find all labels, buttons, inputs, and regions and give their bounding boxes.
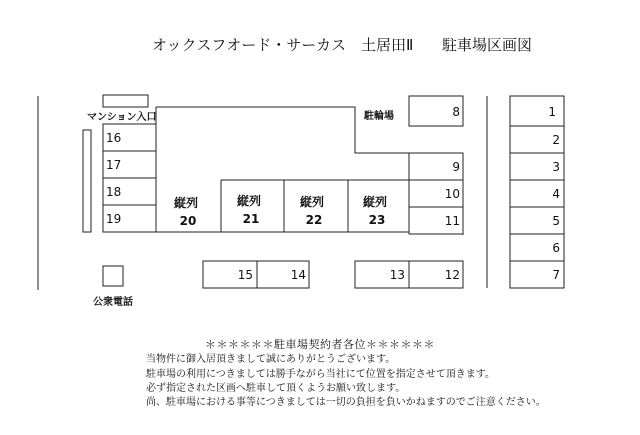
stall-label-1: 1 bbox=[548, 105, 556, 119]
stall-label-7: 7 bbox=[552, 268, 560, 282]
tandem-label-22: 縦列 bbox=[299, 195, 325, 209]
stall-label-11: 11 bbox=[444, 214, 460, 228]
stall-label-9: 9 bbox=[452, 160, 460, 174]
sidewalk-strip bbox=[83, 130, 91, 232]
stall-label-3: 3 bbox=[552, 160, 560, 174]
tandem-label-20: 縦列 bbox=[173, 196, 199, 210]
stall-label-14: 14 bbox=[290, 268, 306, 282]
notice-line: 当物件に御入居頂きまして誠にありがとうございます。 bbox=[146, 354, 396, 365]
tandem-label-21: 縦列 bbox=[236, 194, 262, 208]
stall-label-22: 22 bbox=[305, 213, 323, 227]
document-title: オックスフオード・サーカス 土居田Ⅱ bbox=[152, 36, 414, 54]
stall-label-4: 4 bbox=[552, 187, 560, 201]
notice-line: 尚、駐車場における事等につきましては一切の負担を負いかねますのでご注意ください。 bbox=[146, 397, 546, 408]
stall-label-18: 18 bbox=[106, 185, 122, 199]
stall-label-17: 17 bbox=[106, 158, 122, 172]
mansion-entrance-box bbox=[103, 95, 148, 107]
notice-line: 必ず指定された区画へ駐車して頂くようお願い致します。 bbox=[146, 383, 406, 394]
stall-label-15: 15 bbox=[237, 268, 253, 282]
stall-label-6: 6 bbox=[552, 241, 560, 255]
notice-heading: ＊＊＊＊＊＊駐車場契約者各位＊＊＊＊＊＊ bbox=[205, 338, 435, 351]
stall-label-13: 13 bbox=[389, 268, 405, 282]
stall-label-16: 16 bbox=[106, 131, 122, 145]
stall-label-10: 10 bbox=[444, 187, 460, 201]
stall-label-8: 8 bbox=[452, 105, 460, 119]
public-phone-label: 公衆電話 bbox=[93, 297, 133, 308]
document-subtitle: 駐車場区画図 bbox=[442, 36, 533, 54]
stall-label-2: 2 bbox=[552, 133, 560, 147]
stall-label-21: 21 bbox=[242, 212, 260, 226]
stall-label-20: 20 bbox=[179, 214, 197, 228]
stall-label-23: 23 bbox=[368, 213, 386, 227]
stall-label-12: 12 bbox=[444, 268, 460, 282]
stall-label-19: 19 bbox=[106, 212, 122, 226]
bicycle-parking-label: 駐輪場 bbox=[364, 111, 394, 122]
mansion-entrance-label: マンション入口 bbox=[87, 112, 157, 123]
stall-label-5: 5 bbox=[552, 214, 560, 228]
tandem-label-23: 縦列 bbox=[362, 195, 388, 209]
notice-line: 駐車場の利用につきましては勝手ながら当社にて位置を指定させて頂きます。 bbox=[146, 369, 495, 380]
public-phone-box bbox=[103, 266, 123, 286]
